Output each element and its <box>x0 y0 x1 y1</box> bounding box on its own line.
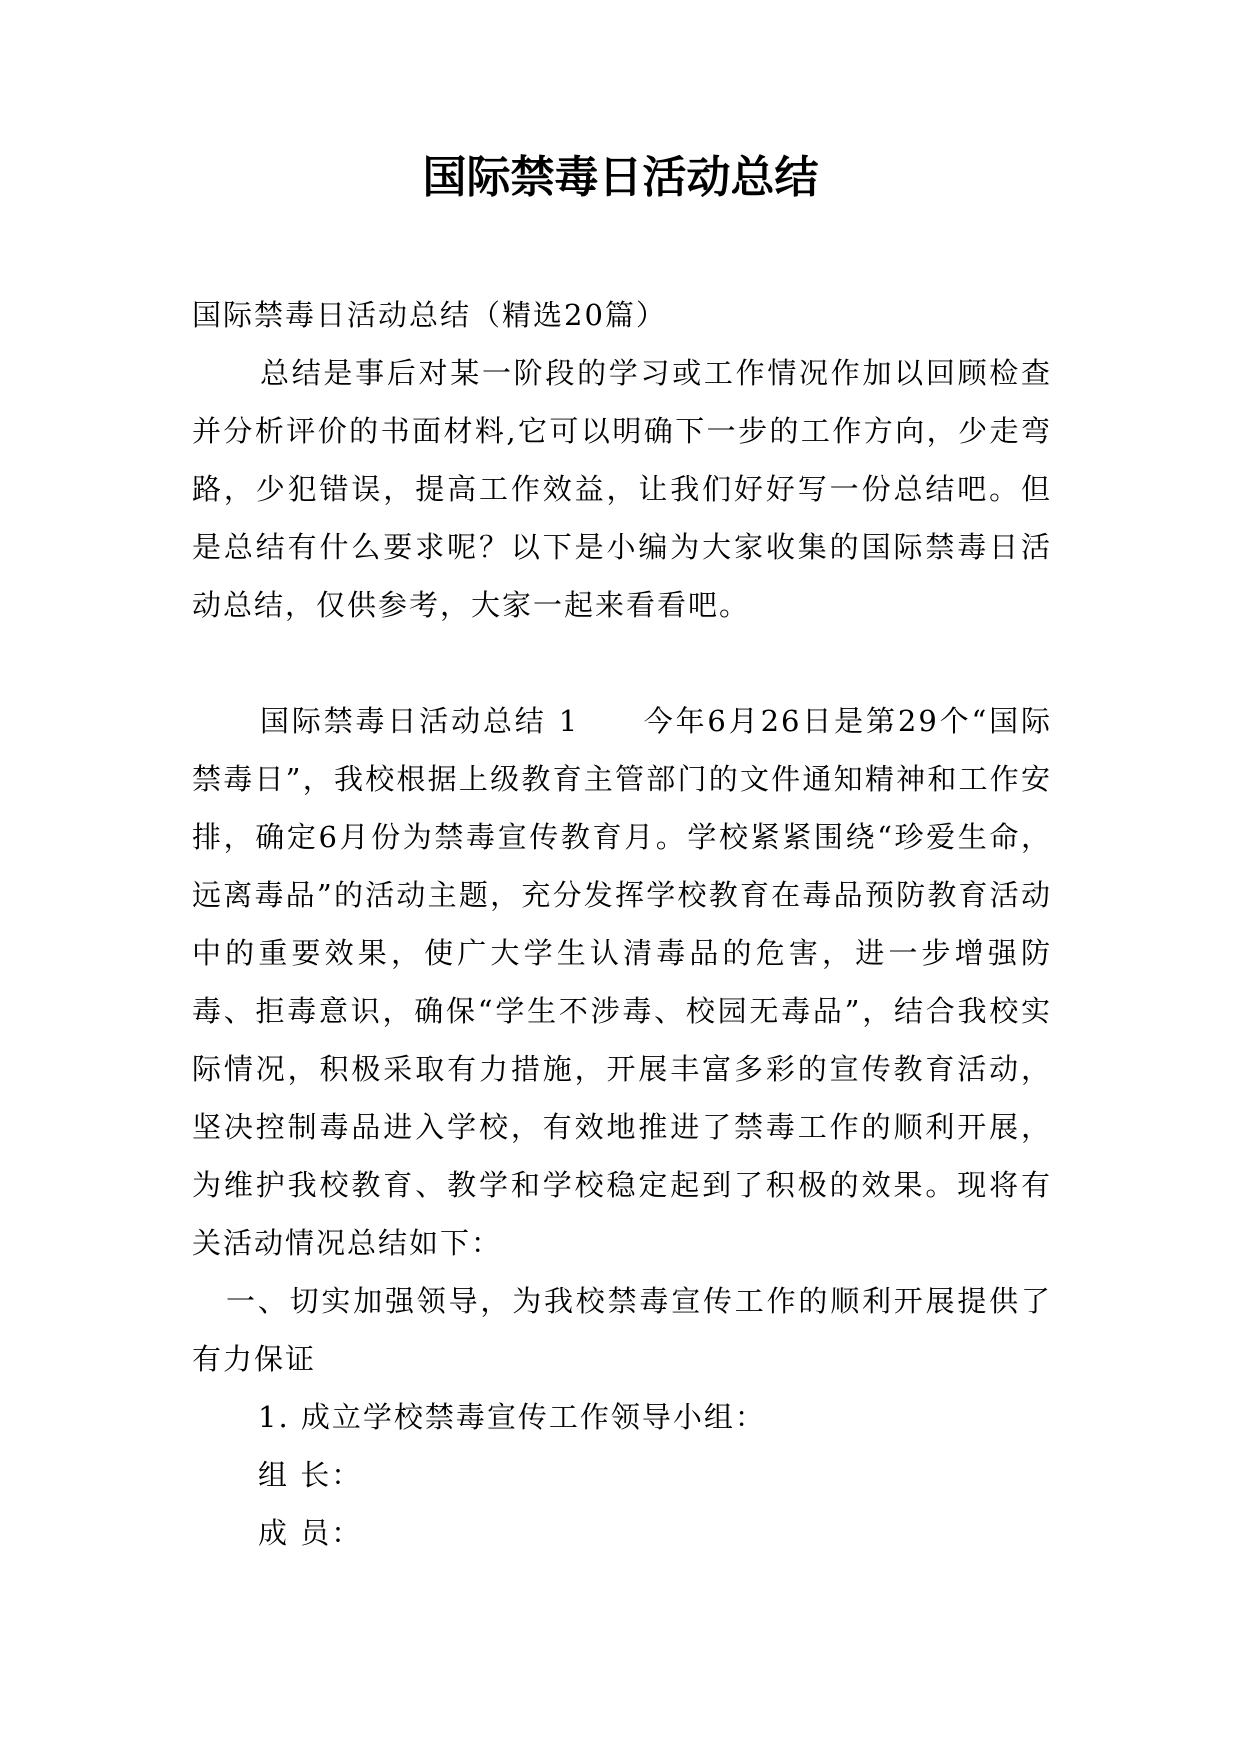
list-item-1: 1. 成立学校禁毒宣传工作领导小组： <box>258 1400 766 1434</box>
document-subtitle: 国际禁毒日活动总结（精选20篇） <box>192 298 667 332</box>
section-1-heading: 一、切实加强领导，为我校禁毒宣传工作的顺利开展提供了有力保证 <box>192 1284 1052 1376</box>
group-leader-label: 组 长： <box>258 1458 363 1492</box>
group-member-label: 成 员： <box>258 1516 363 1550</box>
intro-paragraph: 总结是事后对某一阶段的学习或工作情况作加以回顾检查并分析评价的书面材料,它可以明确下一步的工作方向，少走弯路，少犯错误，提高工作效益，让我们好好写一份总结吧。但是总结有什么要求呢？以下是小编为大家收集的国际禁毒日活动总结，仅供参考，大家一起来看看吧。 <box>192 356 1052 622</box>
document-title: 国际禁毒日活动总结 <box>422 152 819 203</box>
article-1-paragraph: 国际禁毒日活动总结 1 今年6月26日是第29个“国际禁毒日”，我校根据上级教育主管部门的文件通知精神和工作安排，确定6月份为禁毒宣传教育月。学校紧紧围绕“珍爱生命，远离毒品”的活动主题，充分发挥学校教育在毒品预防教育活动中的重要效果，使广大学生认清毒品的危害，进一步增强防毒、拒毒意识，确保“学生不涉毒、校园无毒品”，结合我校实际情况，积极采取有力措施，开展丰富多彩的宣传教育活动，坚决控制毒品进入学校，有效地推进了禁毒工作的顺利开展，为维护我校教育、教学和学校稳定起到了积极的效果。现将有关活动情况总结如下： <box>192 704 1052 1260</box>
